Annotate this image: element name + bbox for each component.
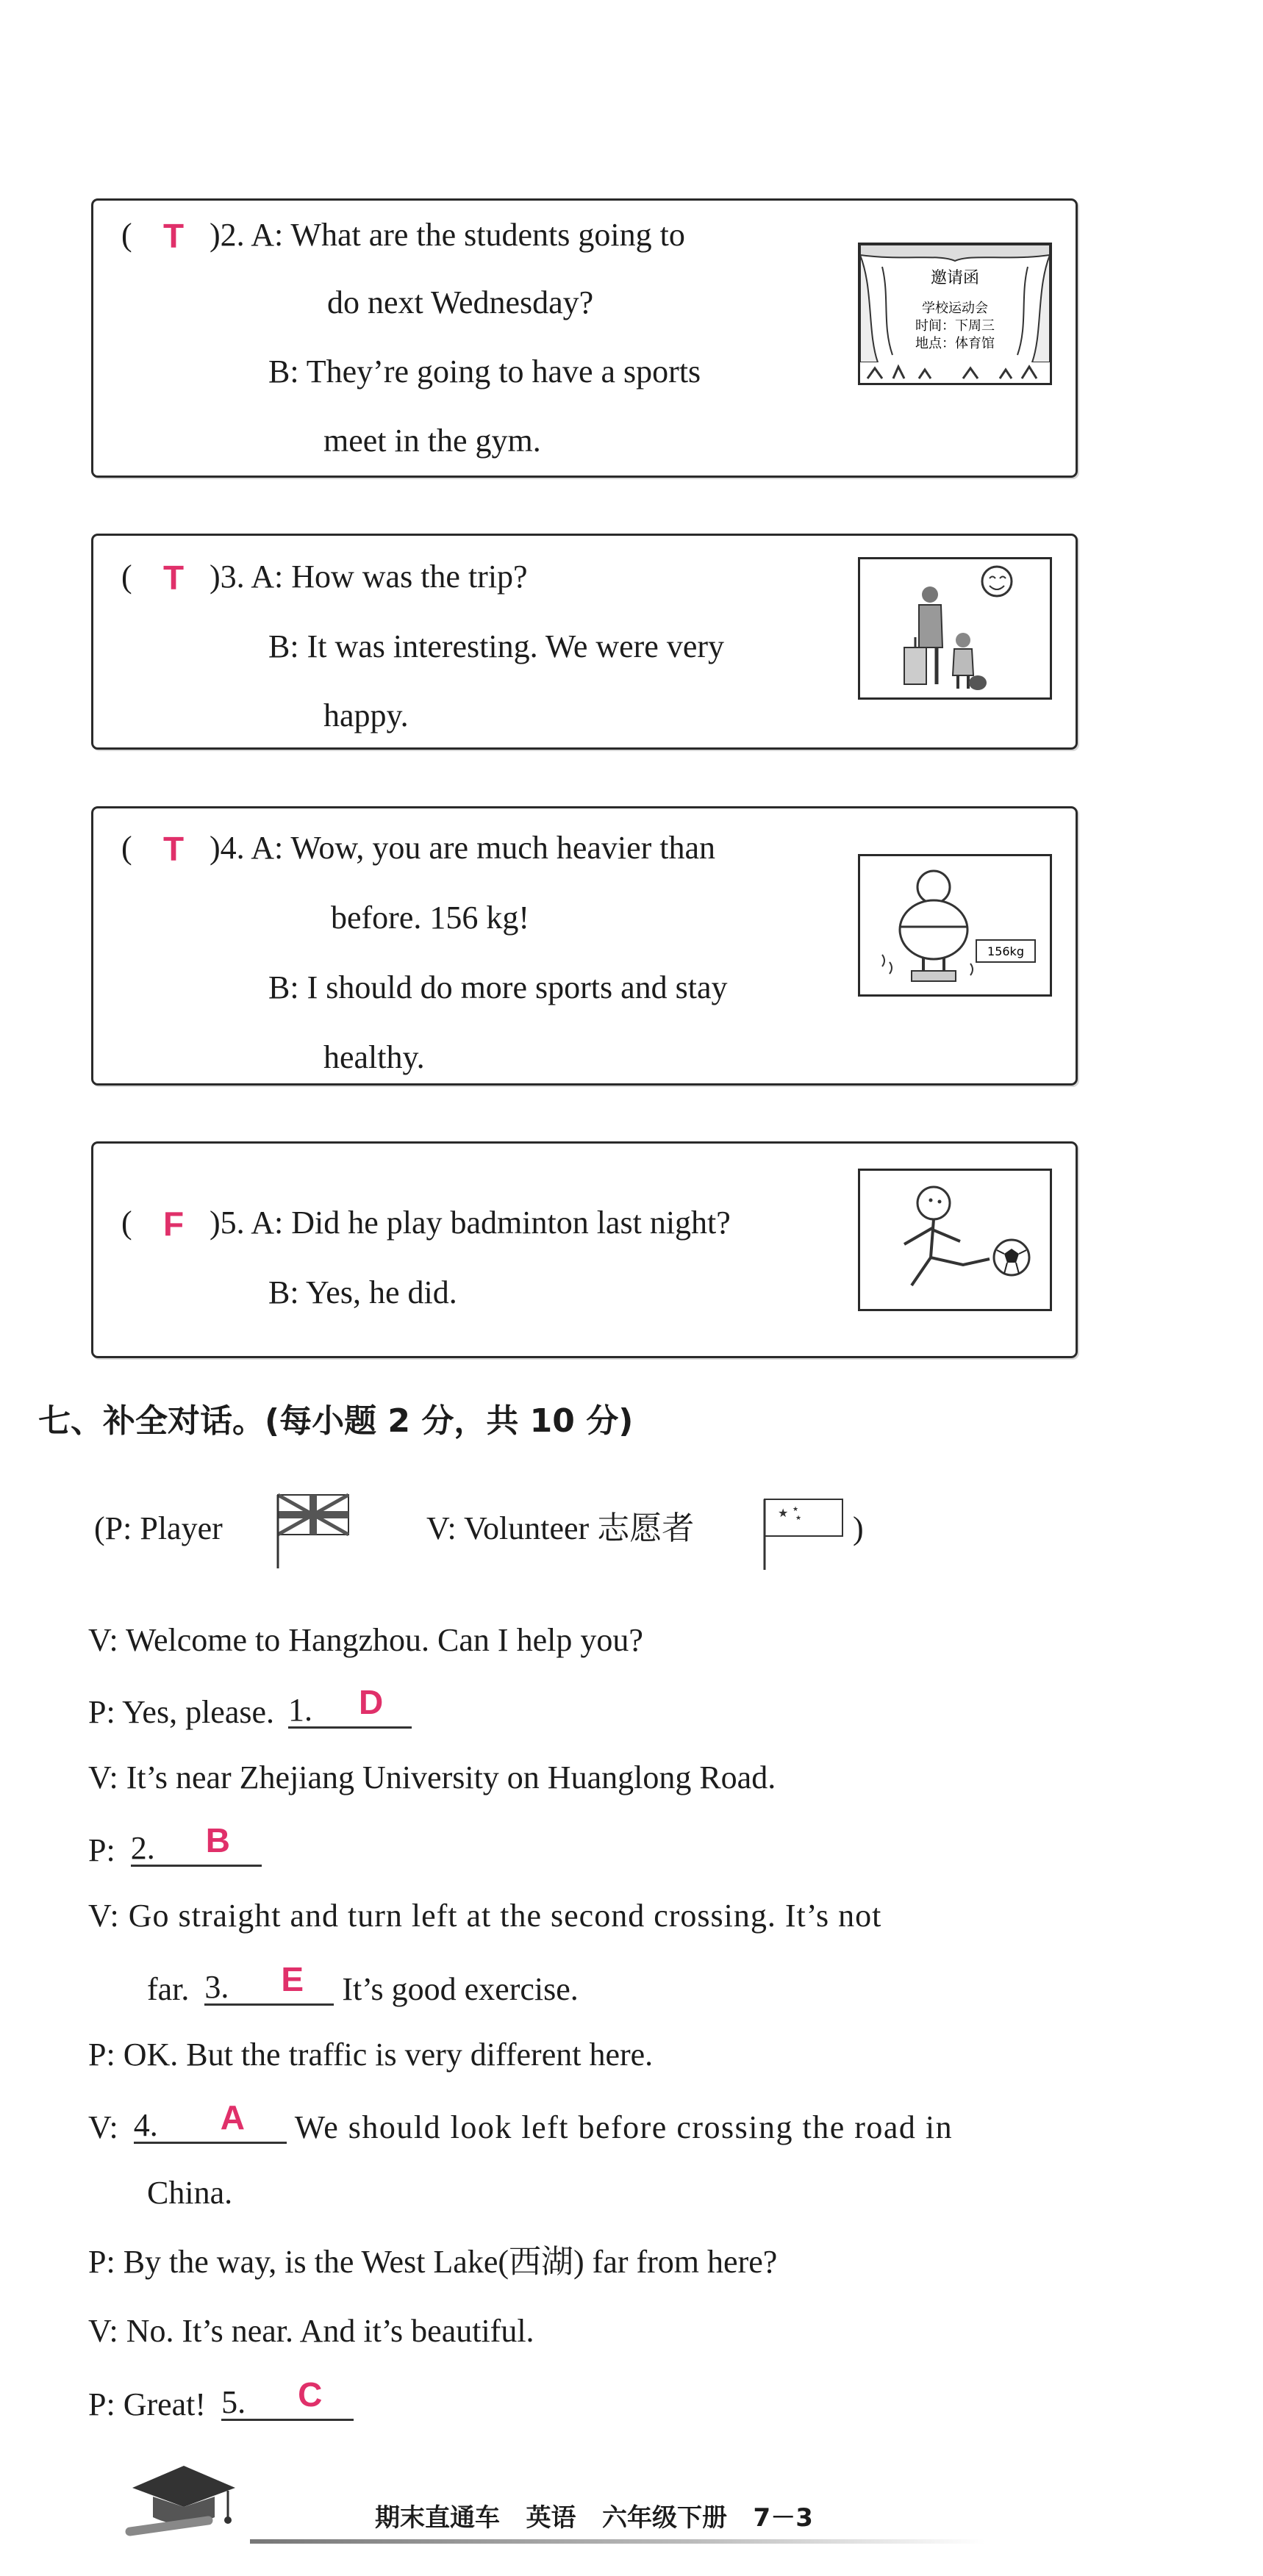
question-3-open-paren: ( [121,559,132,595]
dialog-line-6-tail: It’s good exercise. [342,1971,579,2007]
dialog-line-3: V: It’s near Zhejiang University on Huanglong Road. [88,1759,776,1795]
soccer-kick-picture [858,1169,1052,1311]
dialog-line-10: P: By the way, is the West Lake(西湖) far from here? [88,2244,778,2280]
card-line-3: 地点：体育馆 [915,336,995,351]
blank-5[interactable] [221,2375,354,2421]
dialog-line-7: P: OK. But the traffic is very different here. [88,2037,654,2073]
blank-1-number: 1. [288,1692,313,1728]
invitation-card-picture [858,243,1052,385]
dialog-line-12-text: P: Great! [88,2386,207,2422]
intro-close-paren: ) [853,1510,864,1546]
question-2-line-a2: do next Wednesday? [327,284,594,320]
dialog-line-4 [88,1821,262,1868]
answer-2: T [163,217,185,255]
blank-4-answer: A [220,2098,245,2136]
dialog-line-5: V: Go straight and turn left at the second crossing. It’s not [88,1898,882,1934]
question-5-open-paren: ( [121,1205,132,1241]
question-3-line-b2: happy. [323,697,409,733]
svg-text:★: ★ [778,1507,789,1520]
uk-flag-icon [273,1490,353,1571]
answer-4: T [163,830,185,868]
dialog-line-8 [88,2098,953,2145]
answer-5: F [163,1205,185,1243]
blank-2[interactable] [130,1821,262,1867]
answer-3: T [163,559,185,597]
question-4-open-paren: ( [121,830,132,866]
dialog-line-4-text: P: [88,1832,115,1868]
scale-reading: 156kg [987,944,1024,958]
card-line-2: 时间：下周三 [915,318,995,334]
question-2-line-a: )2. A: What are the students going to [210,217,685,253]
card-line-1: 学校运动会 [922,301,988,316]
footer-rule [250,2539,985,2544]
dialog-line-6-text: far. [147,1971,190,2007]
question-4-line-b2: healthy. [323,1039,425,1075]
blank-4-number: 4. [133,2107,158,2143]
question-4-line-a2: before. 156 kg! [331,900,530,936]
blank-4[interactable] [133,2098,287,2144]
intro-player: (P: Player [94,1510,223,1546]
dialog-line-11: V: No. It’s near. And it’s beautiful. [88,2313,534,2349]
question-4-line-a: )4. A: Wow, you are much heavier than [210,830,716,866]
question-3-line-a: )3. A: How was the trip? [210,559,528,595]
dialog-line-8-tail: We should look left before crossing the road in [294,2109,953,2145]
blank-1-answer: D [359,1683,384,1721]
question-3-line-b: B: It was interesting. We were very [268,628,725,664]
blank-3[interactable] [204,1960,334,2006]
question-4-line-b: B: I should do more sports and stay [268,969,728,1005]
question-5-line-a: )5. A: Did he play badminton last night? [210,1205,731,1241]
section-7-title: 七、补全对话。(每小题 2 分，共 10 分) [38,1402,634,1440]
blank-2-answer: B [205,1821,230,1859]
question-5-line-b: B: Yes, he did. [268,1274,457,1310]
dialog-line-2-text: P: Yes, please. [88,1694,275,1730]
footer-text: 期末直通车 英语 六年级下册 7－3 [375,2503,813,2533]
dialog-line-6 [147,1960,579,2007]
blank-5-number: 5. [221,2384,246,2420]
blank-1[interactable] [288,1683,412,1729]
scale-picture [858,854,1052,997]
dialog-line-2 [88,1683,412,1730]
family-trip-picture [858,557,1052,700]
blank-3-answer: E [281,1960,304,1998]
china-flag-icon [760,1493,848,1571]
question-2-open-paren: ( [121,217,132,253]
blank-2-number: 2. [130,1830,155,1866]
blank-5-answer: C [298,2375,323,2414]
svg-text:★: ★ [795,1514,802,1521]
dialog-line-9: China. [147,2175,233,2211]
graduation-cap-icon [118,2458,243,2539]
blank-3-number: 3. [204,1969,229,2005]
svg-text:★: ★ [792,1505,799,1513]
dialog-line-8-text: V: [88,2109,118,2145]
question-2-line-b2: meet in the gym. [323,423,541,459]
intro-volunteer: V: Volunteer 志愿者 [426,1510,695,1546]
card-title: 邀请函 [930,269,980,287]
question-2-line-b: B: They’re going to have a sports [268,354,701,390]
dialog-line-1: V: Welcome to Hangzhou. Can I help you? [88,1622,643,1658]
dialog-line-12 [88,2375,354,2422]
